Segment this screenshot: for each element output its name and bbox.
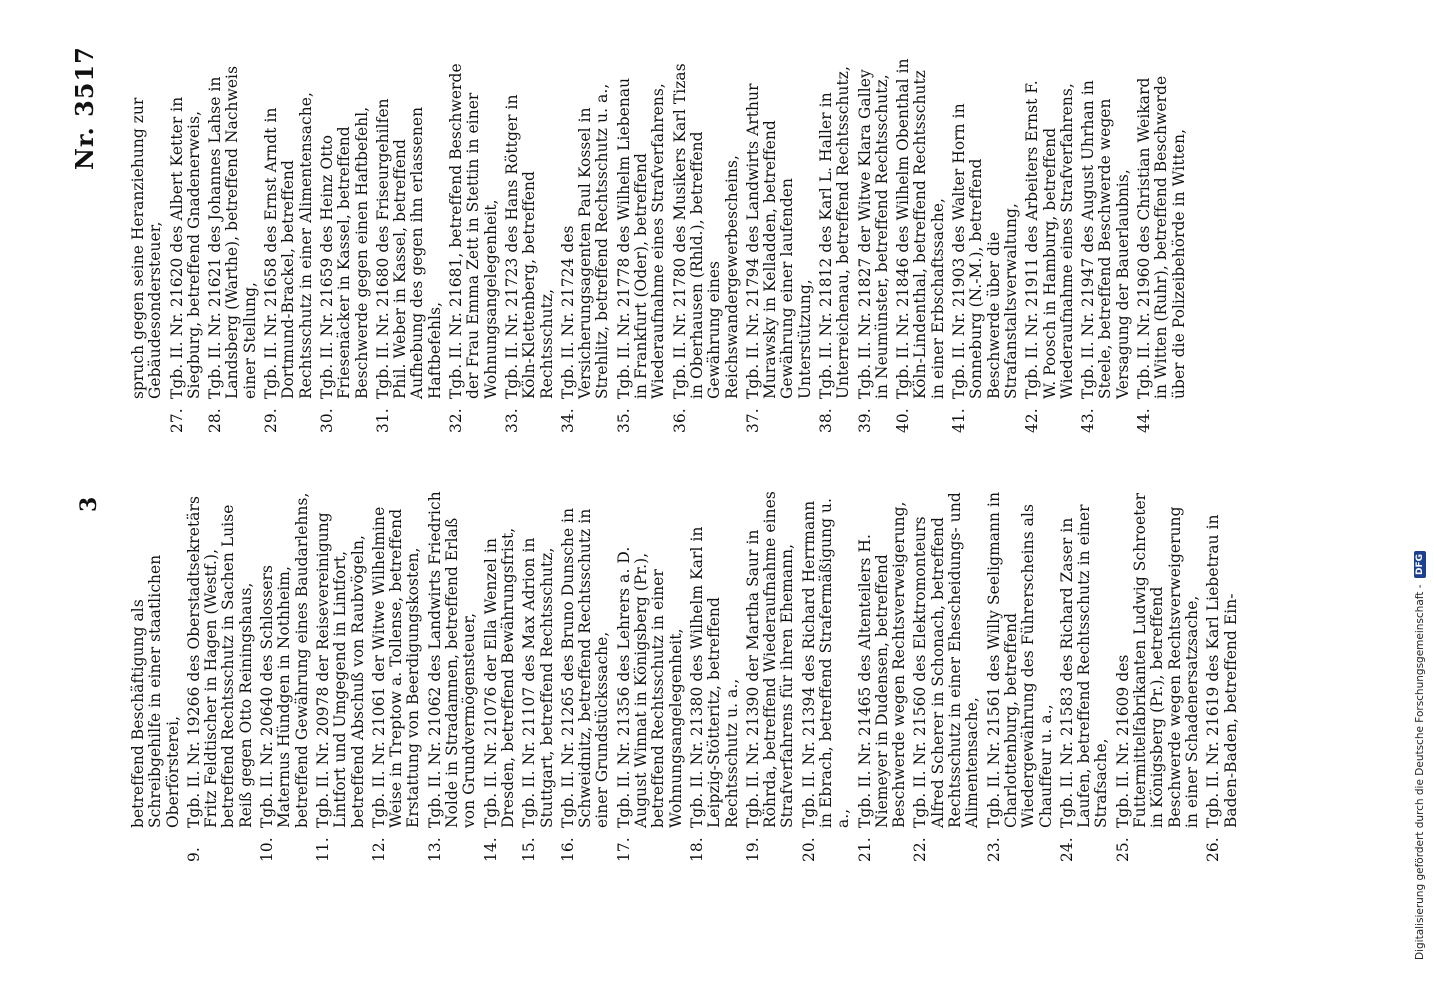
- list-item-text: Tgb. II. Nr. 21960 des Christian Weikard in Witten (Ruhr), betreffend Beschwerde über die Polizeibehörde in Witten,: [1135, 75, 1188, 399]
- left-column-lead: betreffend Beschäftigung als Schreibgehilfe in einer staatlichen Oberförsterei,: [129, 554, 182, 828]
- list-item-number: 38.: [816, 408, 835, 433]
- list-item-text: Tgb. II. Nr. 21903 des Walter Horn in Sonneburg (N.-M.), betreffend Beschwerde über die Strafanstaltsverwaltung,: [950, 103, 1020, 399]
- list-item-number: 20.: [799, 837, 818, 862]
- list-item-text: Tgb. II. Nr. 21619 des Karl Liebetrau in Baden-Baden, betreffend Ein-: [1204, 514, 1240, 828]
- list-item: [560, 487, 612, 862]
- list-item-number: 44.: [1135, 408, 1154, 433]
- list-item: [371, 487, 423, 862]
- list-item-number: 43.: [1079, 408, 1098, 433]
- list-item-text: Tgb. II. Nr. 20640 des Schlossers Maternus Hündgen in Nothheim, betreffend Gewährung eines Baudarlehns,: [258, 492, 311, 828]
- list-item-number: 13.: [425, 837, 444, 862]
- list-item-text: Tgb. II. Nr. 21778 des Wilhelm Liebenau in Frankfurt (Oder), betreffend Wiederaufnahme eines Strafverfahrens,: [614, 77, 668, 399]
- page-code: Nr. 3517: [70, 46, 99, 170]
- digitization-note: [1408, 40, 1432, 960]
- list-item: [801, 487, 853, 862]
- list-item: [672, 58, 741, 433]
- list-item: [521, 487, 556, 862]
- list-item: [895, 58, 947, 433]
- list-item-number: 39.: [855, 408, 874, 433]
- list-item-text: Tgb. II. Nr. 21561 des Willy Seeligmann in Charlottenburg, betreffend Wiedergewährung des Führerscheins als Chauffeur u. a.,: [984, 491, 1055, 828]
- list-item-text: Tgb. II. Nr. 21681, betreffend Beschwerde der Frau Emma Zett in Stettin in einer Wohnungsangelegenheit,: [447, 63, 500, 399]
- list-item: [259, 487, 311, 862]
- list-item-number: 15.: [520, 837, 539, 862]
- list-item-number: 23.: [984, 837, 1003, 862]
- list-item: [1136, 58, 1188, 433]
- list-item-text: Tgb. II. Nr. 21724 des Versicherungsagenten Paul Kossel in Strehlitz, betreffend Rechtsschutz u. a.,: [558, 83, 612, 399]
- list-item-number: 10.: [258, 837, 277, 862]
- list-item-text: Tgb. II. Nr. 21947 des August Uhrhan in Steele, betreffend Beschwerde wegen Versagung der Bauerlaubnis,: [1079, 80, 1132, 399]
- list-item-number: 26.: [1204, 837, 1223, 862]
- list-item-text: Tgb. II. Nr. 21380 des Wilhelm Karl in Leipzig-Stötteritz, betreffend Rechtsschutz u. a.,: [687, 526, 741, 828]
- list-item: [448, 58, 500, 433]
- list-item: [857, 487, 909, 862]
- list-item-text: Tgb. II. Nr. 21659 des Heinz Otto Friesenäcker in Kassel, betreffend Beschwerde gegen einen Haftbefehl,: [317, 106, 371, 399]
- list-item-number: 28.: [206, 408, 225, 433]
- list-item-number: 22.: [911, 837, 930, 862]
- left-column: [130, 487, 1244, 862]
- list-item-number: 32.: [447, 408, 466, 433]
- list-item-text: Tgb. II. Nr. 21265 des Bruno Dunsche in Schweidnitz, betreffend Rechtsschutz in einer Grundstückssache,: [558, 507, 612, 828]
- list-item-text: Tgb. II. Nr. 21394 des Richard Herrmann in Ebrach, betreffend Strafermäßigung u. a.,: [799, 497, 853, 828]
- list-item: [951, 58, 1020, 433]
- list-item-text: Tgb. II. Nr. 19266 des Oberstadtsekretärs Fritz Feldtischer in Hagen (Westf.), betreffend Rechtsschutz in Sachen Luise Reiß gegen Otto Reiningshaus,: [184, 496, 255, 828]
- list-item-text: Tgb. II. Nr. 21911 des Arbeiters Ernst F. W. Poosch in Hamburg, betreffend Wiederaufnahme eines Strafverfahrens,: [1023, 80, 1076, 399]
- list-item-number: 31.: [373, 408, 392, 433]
- list-item-number: 37.: [743, 408, 762, 433]
- list-item-number: 34.: [558, 408, 577, 433]
- list-item-text: Tgb. II. Nr. 21723 des Hans Röttger in Köln-Klettenberg, betreffend Rechtsschutz,: [502, 94, 556, 399]
- list-item: [1059, 487, 1111, 862]
- list-item-text: Tgb. II. Nr. 21846 des Wilhelm Obenthal in Köln-Lindenthal, betreffend Rechtsschutz in einer Erbschaftssache,: [894, 58, 947, 399]
- list-item-number: 41.: [950, 408, 969, 433]
- list-item-text: Tgb. II. Nr. 21061 der Witwe Wilhelmine Weise in Treptow a. Tollense, betreffend Erstattung von Beerdigungskosten,: [369, 506, 423, 828]
- list-item-text: Tgb. II. Nr. 21560 des Elektromonteurs Alfred Scherer in Schonach, betreffend Rechtsschutz in einer Ehescheidungs- und Alimentensache,: [911, 492, 982, 828]
- page-number: 3: [76, 496, 102, 512]
- list-item-text: Tgb. II. Nr. 21780 des Musikers Karl Tizas in Oberhausen (Rhld.), betreffend Gewährung eines Reichswandergewerbescheins,: [670, 63, 741, 399]
- list-item: [986, 487, 1055, 862]
- list-item: [315, 487, 367, 862]
- list-item-number: 30.: [317, 408, 336, 433]
- list-item-text: Tgb. II. Nr. 21107 des Max Adrion in Stuttgart, betreffend Rechtsschutz,: [520, 537, 556, 828]
- list-item: [818, 58, 853, 433]
- list-item: [1115, 487, 1201, 862]
- list-item-number: 33.: [502, 408, 521, 433]
- list-item: [912, 487, 981, 862]
- list-item-number: 11.: [313, 837, 332, 862]
- list-item-text: Tgb. II. Nr. 21062 des Landwirts Friedrich Nolde in Stradamnen, betreffend Erlaß von Grundvermögensteuer,: [425, 491, 479, 828]
- list-item-number: 42.: [1023, 408, 1042, 433]
- list-item-text: Tgb. II. Nr. 21356 des Lehrers a. D. August Winnat in Königsberg (Pr.), betreffend Rechtsschutz in einer Wohnungsangelegenheit,: [614, 546, 685, 828]
- list-item: [1080, 58, 1132, 433]
- list-item: [504, 58, 556, 433]
- list-item: [483, 487, 518, 862]
- list-item-number: 16.: [558, 837, 577, 862]
- right-column: [130, 58, 1192, 433]
- list-item-number: 27.: [167, 408, 186, 433]
- list-item: [169, 58, 204, 433]
- list-item-number: 19.: [743, 837, 762, 862]
- list-item-number: 35.: [614, 408, 633, 433]
- list-item: [427, 487, 479, 862]
- list-item-text: Tgb. II. Nr. 21794 des Landwirts Arthur Murawsky in Kelladden, betreffend Gewährung einer laufenden Unterstützung,: [743, 83, 814, 399]
- list-item-number: 14.: [481, 837, 500, 862]
- list-item-text: Tgb. II. Nr. 21827 der Witwe Klara Galley in Neumünster, betreffend Rechtsschutz,: [855, 69, 891, 399]
- list-item-number: 12.: [369, 837, 388, 862]
- list-item: [745, 58, 814, 433]
- list-item-text: Tgb. II. Nr. 21583 des Richard Zaser in Laufen, betreffend Rechtsschutz in einer Strafsache,: [1057, 504, 1111, 828]
- list-item-text: Tgb. II. Nr. 21390 der Martha Saur in Röhrda, betreffend Wiederaufnahme eines Strafverfahrens für ihren Ehemann,: [743, 491, 797, 828]
- list-item-number: 17.: [614, 837, 633, 862]
- dfg-logo: DFG: [1414, 551, 1426, 578]
- list-item-number: 18.: [687, 837, 706, 862]
- list-item: [1024, 58, 1076, 433]
- list-item: [207, 58, 259, 433]
- list-item-text: Tgb. II. Nr. 20978 der Reisevereinigung Lintfort und Umgegend in Lintfort, betreffend Abschuß von Raubvögeln,: [313, 512, 367, 828]
- list-item-text: Tgb. II. Nr. 21658 des Ernst Arndt in Dortmund-Brackel, betreffend Rechtsschutz in einer Alimentensache,: [262, 92, 315, 399]
- list-item: [689, 487, 741, 862]
- right-column-lead: spruch gegen seine Heranziehung zur Gebäudesondersteuer,: [129, 97, 165, 399]
- list-item-text: Tgb. II. Nr. 21609 des Futtermittelfabrikanten Ludwig Schroeter in Königsberg (Pr.), betreffend Beschwerde wegen Rechtsverweigerung in einer Schadenersatzsache,: [1113, 492, 1201, 828]
- list-item-number: 40.: [894, 408, 913, 433]
- list-item-text: Tgb. II. Nr. 21680 des Friseurgehilfen Phil. Weber in Kassel, betreffend Aufhebung des gegen ihn erlassenen Haftbefehls,: [373, 98, 444, 399]
- digitization-note-text: Digitalisierung gefördert durch die Deutsche Forschungsgemeinschaft -: [1414, 584, 1426, 960]
- list-item: [616, 58, 668, 433]
- list-item-number: 21.: [855, 837, 874, 862]
- list-item-text: Tgb. II. Nr. 21076 der Ella Wenzel in Dresden, betreffend Bewährungsfrist,: [481, 527, 517, 828]
- list-item: [560, 58, 612, 433]
- list-item: [319, 58, 371, 433]
- list-item: [1205, 487, 1240, 862]
- list-item-number: 36.: [670, 408, 689, 433]
- list-item-text: Tgb. II. Nr. 21812 des Karl L. Haller in Unterreichenau, betreffend Rechtsschutz,: [816, 66, 853, 399]
- list-item: [616, 487, 685, 862]
- list-item-number: 29.: [262, 408, 281, 433]
- list-item-text: Tgb. II. Nr. 21621 des Johannes Lahse in Landsberg (Warthe), betreffend Nachweis einer Stellung,: [206, 65, 259, 399]
- list-item: [857, 58, 892, 433]
- list-item-number: 24.: [1057, 837, 1076, 862]
- list-item: [375, 58, 444, 433]
- list-item-text: Tgb. II. Nr. 21465 des Altenteilers H. Niemeyer in Dudensen, betreffend Beschwerde wegen Rechtsverweigerung,: [855, 501, 909, 828]
- list-item-number: 25.: [1113, 837, 1132, 862]
- list-item-text: Tgb. II. Nr. 21620 des Albert Ketter in Siegburg, betreffend Gnadenerweis,: [167, 96, 203, 399]
- list-item: [745, 487, 797, 862]
- list-item: [263, 58, 315, 433]
- list-item-number: 9.: [184, 847, 203, 862]
- list-item: [186, 487, 255, 862]
